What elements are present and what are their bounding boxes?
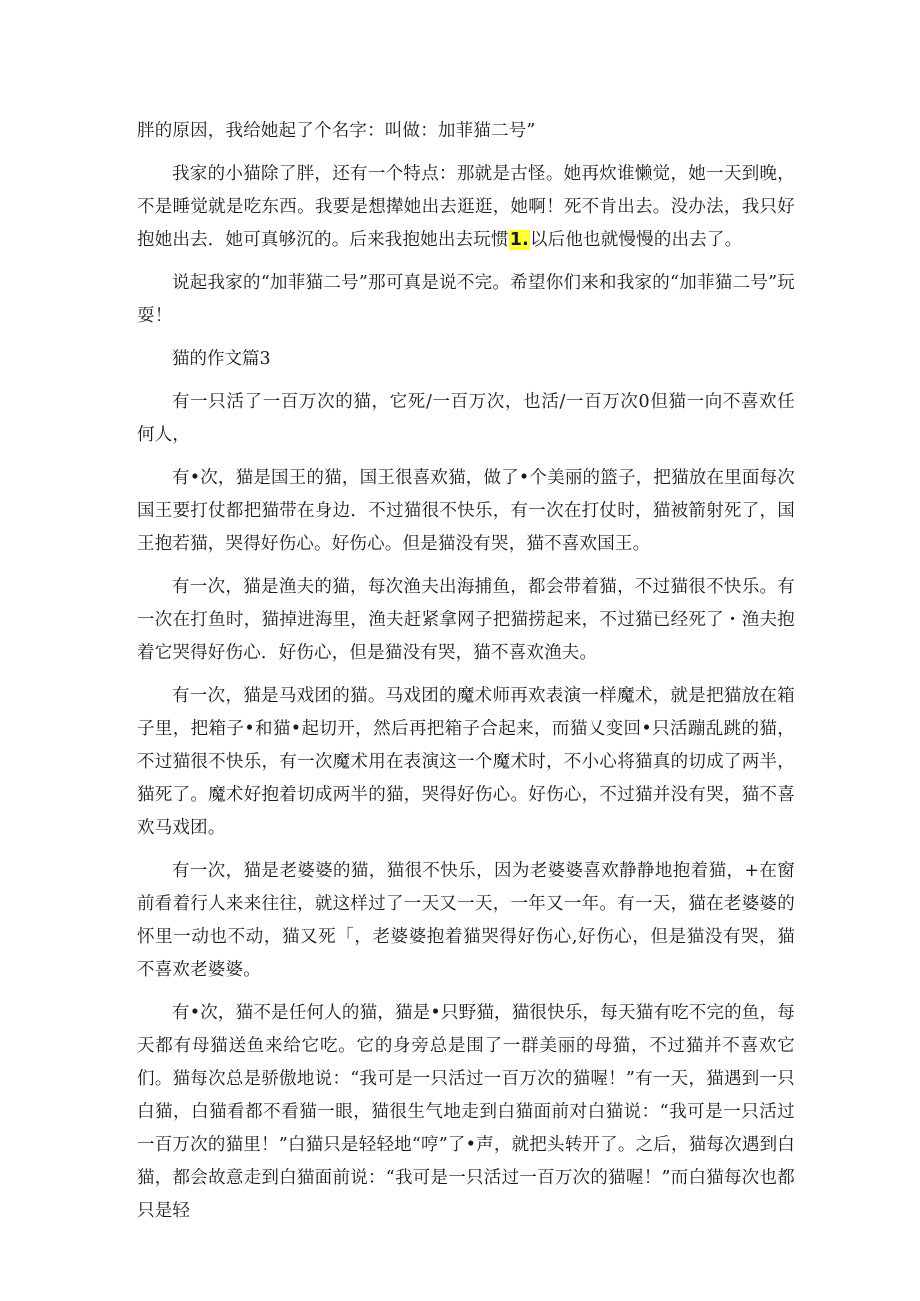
story-paragraph: 有一次，猫是马戏团的猫。马戏团的魔术师再欢表演一样魔术，就是把猫放在箱子里，把箱子•和猫•起切开，然后再把箱子合起来，而猫乂变回•只活蹦乱跳的猫，不过猫很不快乐，有一次魔术用在表演这一个魔术时，不小心将猫真的切成了两半，猫死了。魔术好抱着切成两半的猫，哭得好伤心。好伤心，不过猫并没有哭，猫不喜欢马戏团。 — [137, 686, 795, 838]
story-paragraph: 有一只活了一百万次的猫，它死/一百万次，也活/一百万次0但猫一向不喜欢任何人， — [137, 392, 795, 445]
story-paragraph: 有一次，猫是渔夫的猫，每次渔夫出海捕鱼，都会带着猫，不过猫很不快乐。有一次在打鱼时，猫掉进海里，渔夫赶紧拿网子把猫捞起来，不过猫已经死了・渔夫抱着它哭得好伤心．好伤心，但是猫没有哭，猫不喜欢渔夫。 — [137, 577, 795, 663]
paragraph-text: 以后他也就慢慢的出去了。 — [529, 230, 743, 250]
paragraph-cat-quirks — [137, 158, 795, 257]
paragraph-text: 我家的小猫除了胖，还有一个特点：那就是古怪。她再炊谁懒觉，她一天到晚，不是睡觉就是吃东西。我要是想撵她出去逛逛，她啊！死不肯出去。没办法，我只好抱她出去．她可真够沉的。后来我抱她出去玩惯 — [137, 164, 795, 250]
story-paragraph: 有一次，猫是老婆婆的猫，猫很不快乐，因为老婆婆喜欢静静地抱着猫，+在窗前看着行人来来往往，就这样过了一天又一天，一年又一年。有一天，猫在老婆婆的怀里一动也不动，猫又死「，老婆婆抱着猫哭得好伤心,好伤心，但是猫没有哭，猫不喜欢老婆婆。 — [137, 861, 795, 980]
story-paragraph: 有•次，猫是国王的猫，国王很喜欢猫，做了•个美丽的篮子，把猫放在里面每次国王要打仗都把猫带在身边．不过猫很不快乐，有一次在打仗时，猫被箭射死了，国王抱若猫，哭得好伤心。好伤心。但是猫没有哭，猫不喜欢国王。 — [137, 468, 795, 554]
paragraph-continued: 胖的原因，我给她起了个名字：叫做：加菲猫二号” — [137, 121, 536, 141]
document-body — [137, 115, 795, 1238]
story-paragraph: 有•次，猫不是任何人的猫，猫是•只野猫，猫很快乐，每天猫有吃不完的鱼，每天都有母猫送鱼来给它吃。它的身旁总是围了一群美丽的母猫，不过猫并不喜欢它们。猫每次总是骄傲地说：“我可是一只活过一百万次的猫喔！”有一天，猫遇到一只白猫，白猫看都不看猫一眼，猫很生气地走到白猫面前对白猫说：“我可是一只活过一百万次的猫里！”白猫只是轻轻地“哼”了•声，就把头转开了。之后，猫每次遇到白猫，都会故意走到白猫面前说：“我可是一只活过一百万次的猫喔！”而白猫每次也都只是轻 — [137, 1003, 795, 1221]
section-title: 猫的作文篇3 — [172, 349, 271, 369]
paragraph-closing: 说起我家的“加菲猫二号”那可真是说不完。希望你们来和我家的“加菲猫二号”玩耍！ — [137, 273, 795, 326]
highlighted-marker: 1. — [509, 230, 529, 250]
